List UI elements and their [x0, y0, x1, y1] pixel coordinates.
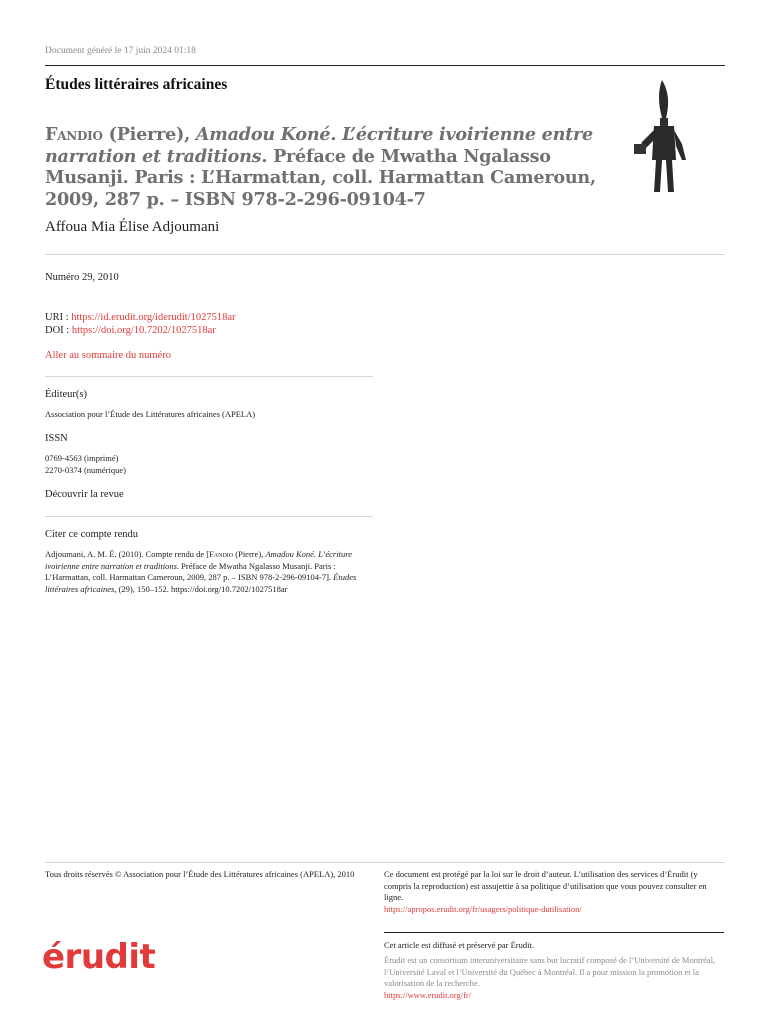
- logo-divider: [384, 932, 724, 933]
- erudit-website-link[interactable]: https://www.erudit.org/fr/: [384, 989, 472, 1000]
- uri-link[interactable]: https://id.erudit.org/iderudit/1027518ar: [71, 312, 236, 323]
- doi-link[interactable]: https://doi.org/10.7202/1027518ar: [71, 325, 216, 336]
- citation-first: (Pierre),: [233, 549, 266, 559]
- citation-text: [45, 549, 375, 595]
- review-author: Affoua Mia Élise Adjoumani: [45, 219, 220, 235]
- usage-policy-link[interactable]: https://apropos.erudit.org/fr/usagers/politique-dutilisation/: [384, 903, 582, 914]
- issn-values: [45, 453, 126, 476]
- legal-text: Ce document est protégé par la loi sur le droit d’auteur. L’utilisation des services d’Érudit (y compris la reproduction) est assujettie à sa politique d’utilisation que vous pouvez consulter en ligne.: [384, 869, 707, 902]
- citation-work: Amadou Koné. L’écriture ivoirienne entre narration et traditions: [45, 549, 352, 571]
- title-author-first: (Pierre),: [102, 124, 196, 145]
- issn-heading: ISSN: [45, 433, 68, 444]
- diffusion-heading: Cet article est diffusé et préservé par Érudit.: [384, 940, 534, 950]
- review-title: [45, 124, 605, 210]
- legal-notice: [384, 869, 724, 915]
- title-author-surname: Fandio: [45, 124, 103, 145]
- citation-heading: Citer ce compte rendu: [45, 529, 139, 540]
- section-divider: [45, 376, 373, 377]
- author-divider: [45, 254, 725, 255]
- citation-suffix: , (29), 150–152. https://doi.org/10.7202/1027518ar: [114, 583, 288, 594]
- journal-title: Études littéraires africaines: [45, 76, 228, 93]
- title-rest: . Préface de Mwatha Ngalasso Musanji. Paris : L’Harmattan, coll. Harmattan Cameroun, 2009, 287 p. – ISBN 978-2-296-09104-7: [45, 145, 596, 210]
- citation-journal: Études littéraires africaines: [45, 572, 357, 594]
- discover-journal-link[interactable]: Découvrir la revue: [45, 489, 124, 500]
- citation-surname: Fandio: [209, 549, 234, 559]
- issue-number: Numéro 29, 2010: [45, 272, 119, 283]
- uri-label: URI :: [45, 312, 72, 323]
- title-work: Amadou Koné. L’écriture ivoirienne entre narration et traditions: [45, 124, 593, 167]
- identifiers: [45, 311, 236, 337]
- statuette-illustration: [632, 74, 696, 198]
- section-divider: [45, 516, 373, 517]
- issn-print: 0769-4563 (imprimé): [45, 453, 119, 463]
- issn-digital: 2270-0374 (numérique): [45, 464, 126, 475]
- copyright-notice: Tous droits réservés © Association pour l’Étude des Littératures africaines (APELA), 2010: [45, 869, 355, 879]
- top-divider: [45, 65, 725, 66]
- diffusion-text: [384, 955, 724, 1001]
- citation-prefix: Adjoumani, A. M. É. (2010). Compte rendu de [: [45, 549, 210, 559]
- table-of-contents-link[interactable]: Aller au sommaire du numéro: [45, 350, 171, 361]
- publisher-name: Association pour l’Étude des Littératures africaines (APELA): [45, 409, 256, 419]
- erudit-logo: érudit: [42, 937, 156, 977]
- diffusion-description: Érudit est un consortium interuniversitaire sans but lucratif composé de l’Université de Montréal, l’Université Laval et l’Université du Québec à Montréal. Il a pour mission la promotion et la valorisation de la recherche.: [384, 955, 716, 988]
- doi-label: DOI :: [45, 325, 72, 336]
- citation-middle: . Préface de Mwatha Ngalasso Musanji. Paris : L’Harmattan, coll. Harmattan Cameroun, 2009, 287 p. – ISBN 978-2-296-09104-7].: [45, 560, 336, 582]
- publisher-heading: Éditeur(s): [45, 389, 87, 400]
- footer-divider: [45, 862, 725, 863]
- generation-date: Document généré le 17 juin 2024 01:18: [45, 46, 196, 56]
